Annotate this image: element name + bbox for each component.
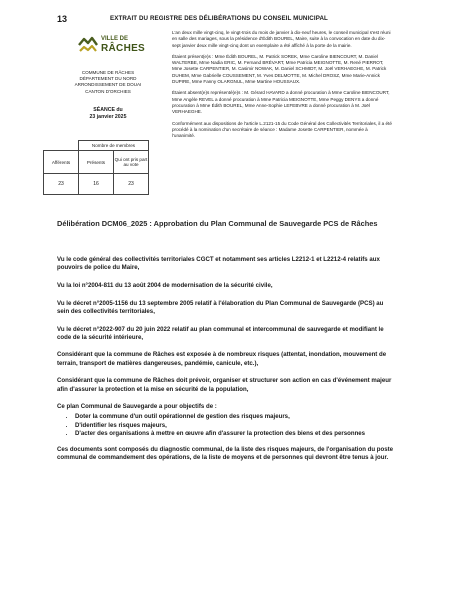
objective-item: • Doter la commune d'un outil opérationnel de gestion des risques majeurs,	[75, 413, 397, 421]
commune-line: CANTON D'ORCHIES	[85, 88, 131, 94]
objectives-intro: Ce plan Communal de Sauvegarde a pour objectifs de :	[57, 403, 217, 411]
raches-emblem-icon	[78, 36, 98, 54]
members-header-afferents: Afférents	[44, 151, 79, 174]
members-count-table	[43, 140, 149, 195]
commune-line: ARRONDISSEMENT DE DOUAI	[74, 82, 142, 88]
session-opening-paragraph: L'an deux mille vingt-cinq, le vingt-trois du mois de janvier à dix-neuf heures, le conseil municipal s'est réuni en salle des mariages, sous la présidence d'Édith BOUREL, Maire, suite à la convocation en date du dix-sept janvier deux mille vingt-cinq dont un exemplaire a été affiché à la porte de la mairie.	[172, 30, 391, 48]
members-value-afferents: 23	[44, 174, 79, 195]
objective-item: • D'acter des organisations à mettre en œuvre afin d'assurer la protection des biens et des personnes	[75, 430, 397, 438]
present-members-paragraph: Étaient présent(e)s : Mme Édith BOUREL, M. Patrick SOREK, Mme Caroline BIENCOURT, M. Daniel WALTERBE, Mme Nadia ERIC, M. Fernand BRÉVART, Mme Patricia MEIGNOTTE, M. René PIERROT, Mme Josette CARPENTIER, M. Casimir NOWAK, M. Daniel SCHMIDT, M. Joël VERHAEGHE, M. Patrick DUHEM, Mme Gabrielle COUSSEMENT, M. Yves DELMOTTE, M. Michel DROSZ, Mme Marie-Annick DUPIRE, Mme Fanny OLARGNUL, Mme Martine HOUSSAUX.	[172, 53, 387, 85]
vu-decret-2022: Vu le décret n°2022-907 du 20 juin 2022 relatif au plan communal et intercommunal de sauvegarde et modifiant le code de la sécurité intérieure,	[57, 325, 384, 341]
deliberation-body	[57, 256, 397, 472]
members-header-votants: Qui ont pris part au vote	[114, 151, 149, 174]
considerant-organisation: Considérant que la commune de Râches doit prévoir, organiser et structurer son action en cas d'événement majeur afin d'assurer la protection et la mise en sécurité de la population,	[57, 377, 392, 393]
members-value-presents: 16	[79, 174, 114, 195]
ville-de-raches-logo	[68, 32, 148, 62]
page-number: 13	[57, 14, 68, 24]
session-details	[172, 30, 392, 144]
proxy-members-paragraph: Étaient absent(e)s représenté(e)s : M. Gérard HAVARD a donné procuration à Mme Caroline BIENCOURT, Mme Angèle REVEL a donné procuration à Mme Patricia MEIGNOTTE, Mme Peggy DENYS a donné procuration à Mme Édith BOUREL, Mme Anne-Sophie LEFEBVRE a donné procuration à M. Joël VERHAEGHE.	[172, 90, 390, 115]
logo-line-ville-de: VILLE DE	[101, 36, 129, 42]
register-header-title: EXTRAIT DU REGISTRE DES DÉLIBÉRATIONS DU CONSEIL MUNICIPAL	[110, 15, 328, 22]
seance-block	[58, 107, 158, 121]
closing-paragraph: Ces documents sont composés du diagnostic communal, de la liste des risques majeurs, de l'organisation du poste communal de commandement des opérations, de la liste de moyens et de personnes qui devront être tenus à jour.	[57, 446, 394, 462]
objective-item: • D'identifier les risques majeurs,	[75, 422, 397, 430]
vu-loi-2004: Vu la loi n°2004-811 du 13 août 2004 de modernisation de la sécurité civile,	[57, 281, 273, 289]
commune-line: COMMUNE DE RÂCHES	[81, 70, 135, 75]
commune-line: DÉPARTEMENT DU NORD	[79, 76, 137, 82]
members-table-caption: Nombre de membres	[79, 141, 149, 151]
vu-decret-2005: Vu le décret n°2005-1156 du 13 septembre 2005 relatif à l'élaboration du Plan Communal de Sauvegarde (PCS) au sein des collectivités territoriales,	[57, 299, 384, 315]
objectives-list	[57, 413, 397, 438]
logo-line-raches: RÂCHES	[101, 43, 146, 54]
deliberation-title: Délibération DCM06_2025 : Approbation du Plan Communal de Sauvegarde PCS de Râches	[57, 219, 378, 228]
members-value-votants: 23	[114, 174, 149, 195]
commune-info	[58, 70, 158, 95]
seance-date: 23 janvier 2025	[89, 114, 127, 120]
secretary-paragraph: Conformément aux dispositions de l'article L.2121-15 du Code Général des Collectivités Territoriales, il a été procédé à la nomination d'un secrétaire de séance : Madame Josette CARPENTIER, nommée à l'unanimité.	[172, 120, 392, 139]
seance-label: SÉANCE du	[93, 107, 123, 113]
members-header-presents: Présents	[79, 151, 114, 174]
considerant-risques: Considérant que la commune de Râches est exposée à de nombreux risques (attentat, inondation, mouvement de terrain, transport de matières dangereuses, pandémie, canicule, etc.),	[57, 351, 387, 367]
vu-cgct: Vu le code général des collectivités territoriales CGCT et notamment ses articles L2212-1 et L2212-4 relatifs aux pouvoirs de police du Maire,	[57, 256, 380, 272]
